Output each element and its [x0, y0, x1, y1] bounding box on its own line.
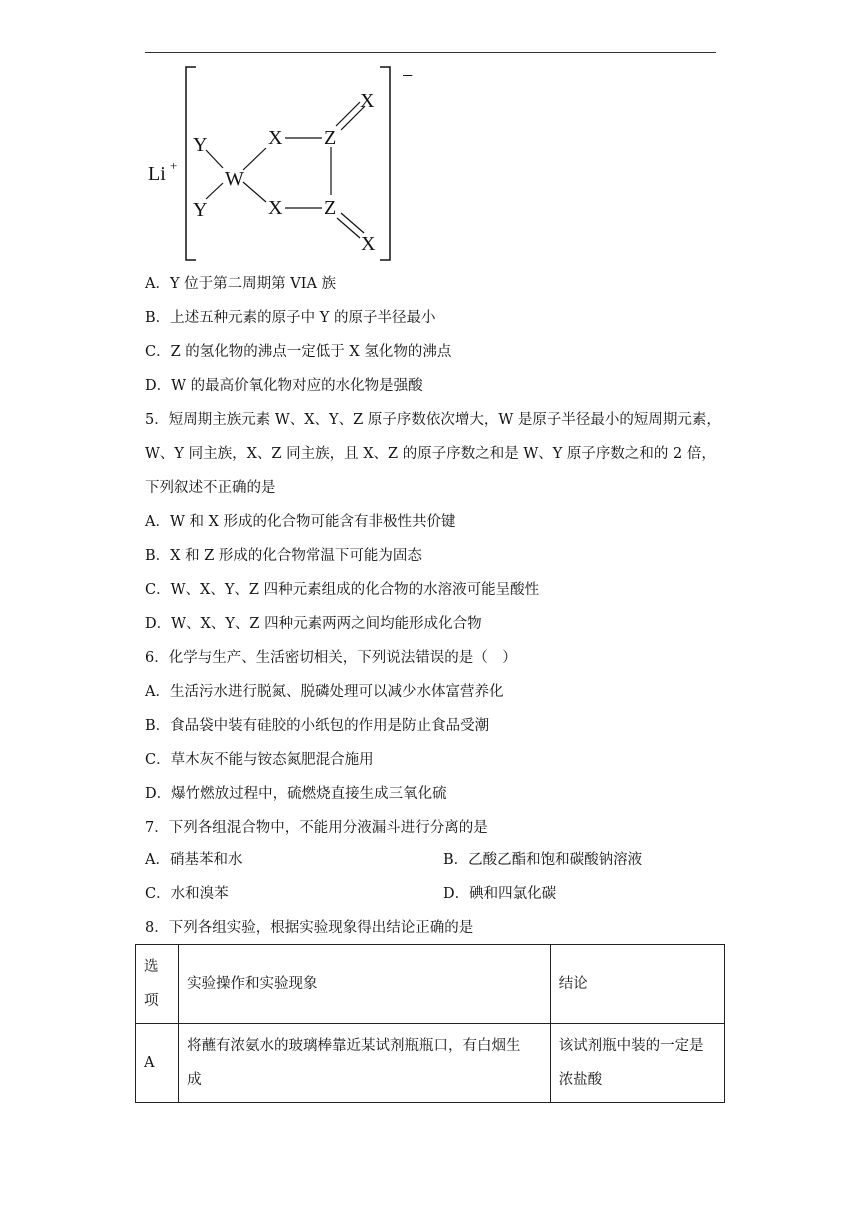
row-a-conclusion-line-1: 该试剂瓶中装的一定是 — [558, 1038, 704, 1054]
right-bracket — [380, 67, 390, 260]
header-option-line-1: 选 — [144, 959, 159, 975]
q5-stem-line-2: W、Y 同主族，X、Z 同主族，且 X、Z 的原子序数之和是 W、Y 原子序数之和的 2 倍， — [145, 446, 716, 462]
q7-option-d: D．碘和四氯化碳 — [443, 886, 557, 902]
bond-z-x-double-bottom-a — [337, 218, 360, 238]
structure-diagram — [140, 62, 440, 272]
q4-option-b: B．上述五种元素的原子中 Y 的原子半径最小 — [145, 310, 436, 326]
q6-option-b: B．食品袋中装有硅胶的小纸包的作用是防止食品受潮 — [145, 718, 490, 734]
q5-option-c: C．W、X、Y、Z 四种元素组成的化合物的水溶液可能呈酸性 — [145, 582, 540, 598]
bond-y-w-bottom — [206, 183, 223, 199]
header-option-line-2: 项 — [144, 993, 159, 1009]
q7-option-b: B．乙酸乙酯和饱和碳酸钠溶液 — [443, 852, 643, 868]
row-a-conclusion-line-2: 浓盐酸 — [558, 1072, 603, 1088]
q5-option-a: A．W 和 X 形成的化合物可能含有非极性共价键 — [145, 514, 456, 530]
atom-y-top: Y — [193, 134, 208, 156]
atom-x-lower: X — [268, 197, 283, 219]
row-a-conclusion-cell — [550, 1024, 724, 1103]
header-option-cell — [136, 945, 179, 1024]
q4-option-d: D．W 的最高价氧化物对应的水化物是强酸 — [145, 378, 423, 394]
atom-y-bottom: Y — [193, 199, 208, 221]
table-row — [136, 1024, 725, 1103]
q6-option-c: C．草木灰不能与铵态氮肥混合施用 — [145, 752, 374, 768]
q7-option-a: A．硝基苯和水 — [145, 852, 243, 868]
atom-w: W — [225, 168, 244, 190]
atom-z-lower: Z — [324, 197, 337, 219]
row-a-operation-cell — [179, 1024, 551, 1103]
atom-x-terminal-bottom: X — [361, 233, 376, 255]
header-operation-cell: 实验操作和实验现象 — [179, 945, 551, 1024]
q8-experiment-table — [135, 944, 725, 1103]
lithium-salt-structure — [140, 62, 440, 272]
anion-charge: − — [402, 65, 414, 87]
header-conclusion-cell: 结论 — [550, 945, 724, 1024]
q7-option-c: C．水和溴苯 — [145, 886, 229, 902]
q5-option-d: D．W、X、Y、Z 四种元素两两之间均能形成化合物 — [145, 616, 482, 632]
q5-stem-line-1: 5．短周期主族元素 W、X、Y、Z 原子序数依次增大，W 是原子半径最小的短周期元素， — [145, 412, 721, 428]
bond-w-x-upper — [243, 148, 266, 170]
q8-stem: 8．下列各组实验，根据实验现象得出结论正确的是 — [145, 920, 474, 936]
bond-z-x-double-bottom-b — [341, 213, 364, 233]
row-a-option-cell: A — [136, 1024, 179, 1103]
q5-stem-line-3: 下列叙述不正确的是 — [145, 480, 276, 496]
atom-x-terminal-top: X — [360, 90, 375, 112]
bond-w-x-lower — [243, 182, 266, 202]
left-bracket — [186, 67, 196, 260]
q7-stem: 7．下列各组混合物中，不能用分液漏斗进行分离的是 — [145, 820, 488, 836]
cation-symbol: Li — [148, 163, 166, 185]
row-a-operation-line-1: 将蘸有浓氨水的玻璃棒靠近某试剂瓶瓶口，有白烟生 — [187, 1038, 521, 1054]
q6-option-d: D．爆竹燃放过程中，硫燃烧直接生成三氧化硫 — [145, 786, 447, 802]
bond-y-w-top — [206, 150, 223, 168]
cation-charge: + — [170, 158, 178, 173]
q6-option-a: A．生活污水进行脱氮、脱磷处理可以减少水体富营养化 — [145, 684, 504, 700]
row-a-operation-line-2: 成 — [187, 1072, 202, 1088]
q6-stem: 6．化学与生产、生活密切相关，下列说法错误的是（ ） — [145, 650, 517, 666]
atom-x-upper: X — [268, 127, 283, 149]
table-header-row — [136, 945, 725, 1024]
header-rule — [145, 52, 716, 53]
q4-option-c: C．Z 的氢化物的沸点一定低于 X 氢化物的沸点 — [145, 344, 452, 360]
atom-z-upper: Z — [324, 127, 337, 149]
q4-option-a: A．Y 位于第二周期第 VIA 族 — [145, 276, 337, 292]
q5-option-b: B．X 和 Z 形成的化合物常温下可能为固态 — [145, 548, 422, 564]
